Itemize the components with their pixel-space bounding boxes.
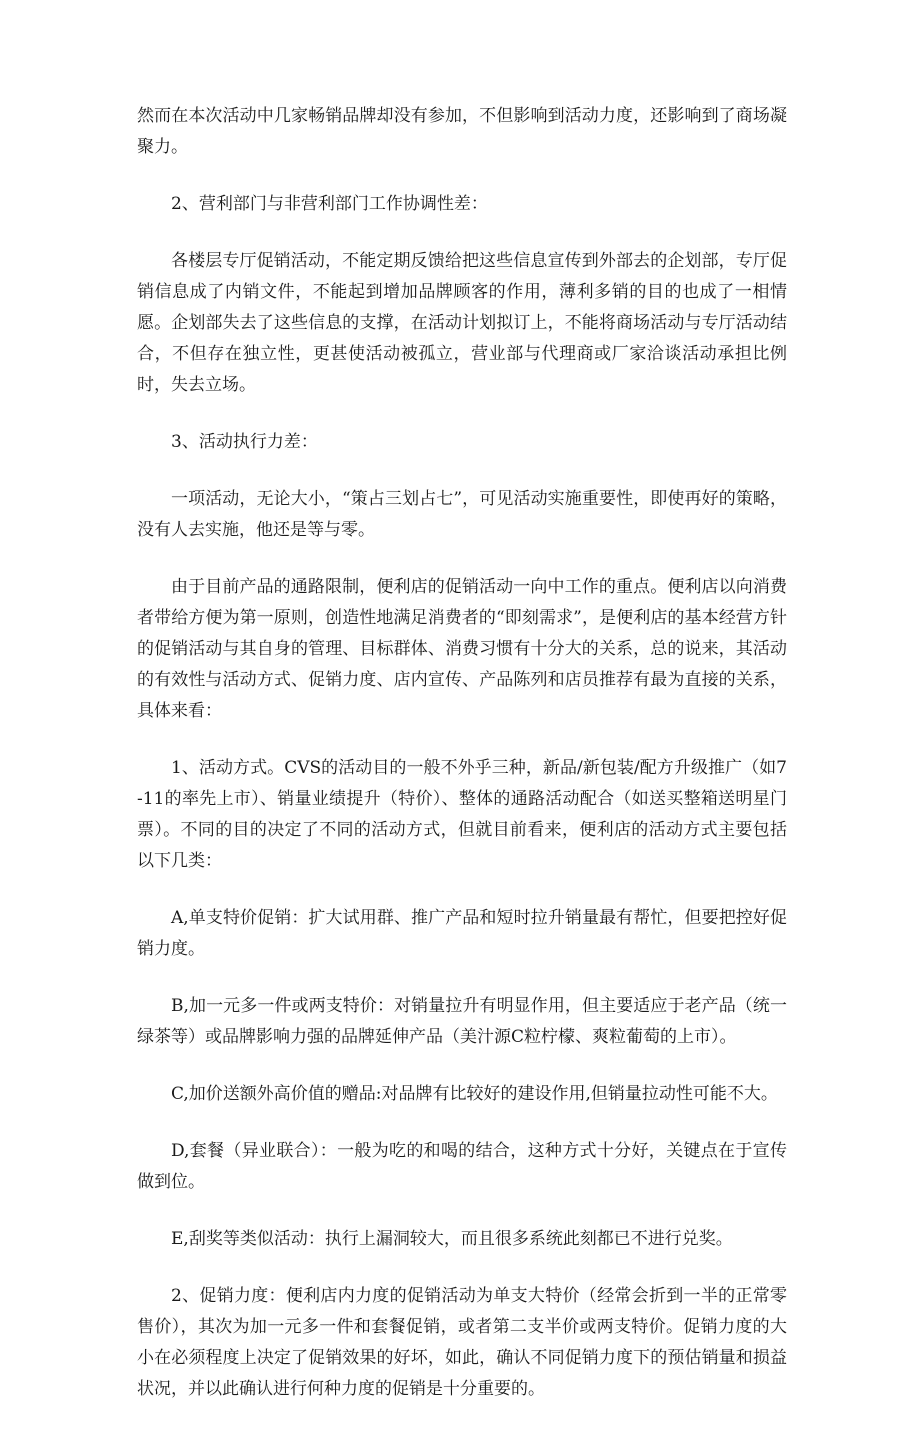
paragraph-continuation: 然而在本次活动中几家畅销品牌却没有参加，不但影响到活动力度，还影响到了商场凝聚力。 [137,106,787,157]
list-item-c: C,加价送额外高价值的赠品:对品牌有比较好的建设作用,但销量拉动性可能不大。 [171,1084,778,1104]
list-item-a: A,单支特价促销：扩大试用群、推广产品和短时拉升销量最有帮忙，但要把控好促销力度。 [137,908,787,959]
section-heading-coordination: 2、营利部门与非营利部门工作协调性差： [171,194,488,214]
paragraph-execution: 一项活动，无论大小，“策占三划占七”，可见活动实施重要性，即使再好的策略，没有人去实施，他还是等与零。 [137,489,787,540]
list-item-b: B,加一元多一件或两支特价：对销量拉升有明显作用，但主要适应于老产品（统一绿茶等）或品牌影响力强的品牌延伸产品（美汁源C粒柠檬、爽粒葡萄的上市）。 [137,996,787,1047]
paragraph-coordination: 各楼层专厅促销活动，不能定期反馈给把这些信息宣传到外部去的企划部，专厅促销信息成了内销文件，不能起到增加品牌顾客的作用，薄利多销的目的也成了一相情愿。企划部失去了这些信息的支撑，在活动计划拟订上，不能将商场活动与专厅活动结合，不但存在独立性，更甚使活动被孤立，营业部与代理商或厂家洽谈活动承担比例时，失去立场。 [137,251,787,395]
list-item-e: E,刮奖等类似活动：执行上漏洞较大，而且很多系统此刻都已不进行兑奖。 [171,1229,733,1249]
paragraph-promotion-strength: 2、促销力度：便利店内力度的促销活动为单支大特价（经常会折到一半的正常零售价），其次为加一元多一件和套餐促销，或者第二支半价或两支特价。促销力度的大小在必须程度上决定了促销效果的好坏，如此，确认不同促销力度下的预估销量和损益状况，并以此确认进行何种力度的促销是十分重要的。 [137,1286,787,1399]
paragraph-convenience-store: 由于目前产品的通路限制，便利店的促销活动一向中工作的重点。便利店以向消费者带给方便为第一原则，创造性地满足消费者的“即刻需求”，是便利店的基本经营方针的促销活动与其自身的管理、目标群体、消费习惯有十分大的关系，总的说来，其活动的有效性与活动方式、促销力度、店内宣传、产品陈列和店员推荐有最为直接的关系，具体来看： [137,577,787,721]
paragraph-activity-method: 1、活动方式。CVS的活动目的一般不外乎三种，新品/新包装/配方升级推广（如7-11的率先上市）、销量业绩提升（特价）、整体的通路活动配合（如送买整箱送明星门票）。不同的目的决定了不同的活动方式，但就目前看来，便利店的活动方式主要包括以下几类： [137,758,787,871]
list-item-d: D,套餐（异业联合）：一般为吃的和喝的结合，这种方式十分好，关键点在于宣传做到位。 [137,1141,787,1192]
section-heading-execution: 3、活动执行力差： [171,432,318,452]
document-page [137,101,787,1431]
